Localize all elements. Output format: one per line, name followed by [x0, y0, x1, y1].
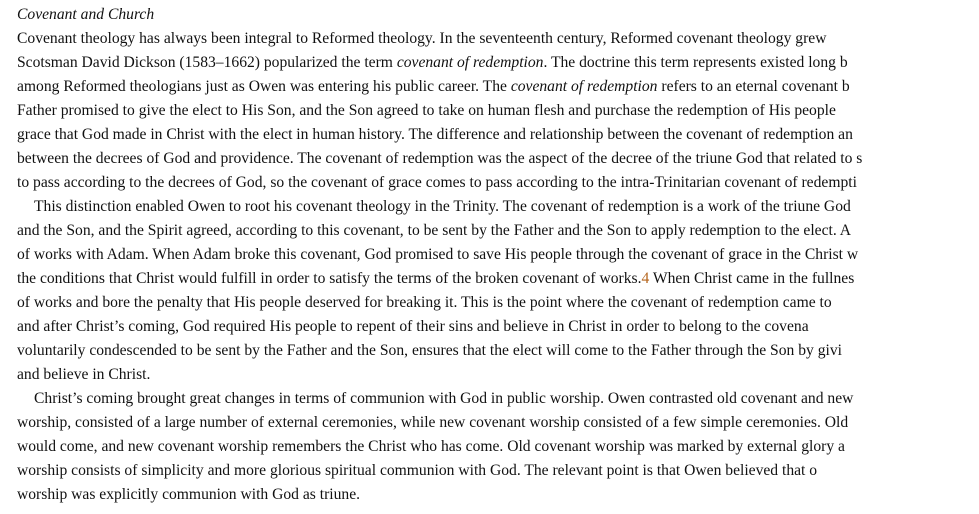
text-span: of works and bore the penalty that His people deserved for breaking it. This is the point where the covenant of redemption came to — [17, 294, 832, 311]
text-span: When Christ came in the fullnes — [649, 270, 855, 287]
text-line — [34, 195, 851, 219]
text-span: Covenant theology has always been integral to Reformed theology. In the seventeenth century, Reformed covenant theology grew — [17, 30, 827, 47]
section-heading: Covenant and Church — [17, 6, 155, 23]
text-line — [17, 99, 836, 123]
text-span: between the decrees of God and providence. The covenant of redemption was the aspect of the decree of the triune God that related to s — [17, 150, 863, 167]
text-line — [34, 387, 853, 411]
text-span: worship consists of simplicity and more glorious spiritual communion with God. The relevant point is that Owen believed that o — [17, 462, 818, 479]
text-line — [17, 315, 809, 339]
text-span: Christ’s coming brought great changes in terms of communion with God in public worship. Owen contrasted old covenant and new — [34, 390, 854, 407]
text-span: worship, consisted of a large number of external ceremonies, while new covenant worship consisted of a few simple ceremonies. Old — [17, 414, 849, 431]
italic-term: covenant of redemption — [396, 54, 544, 71]
text-line — [17, 243, 858, 267]
text-span: would come, and new covenant worship remembers the Christ who has come. Old covenant worship was marked by external glory a — [17, 438, 845, 455]
text-span: and believe in Christ. — [17, 366, 151, 383]
text-span: This distinction enabled Owen to root his covenant theology in the Trinity. The covenant of redemption is a work of the triune God — [34, 198, 851, 215]
text-line — [17, 219, 851, 243]
text-line — [17, 147, 862, 171]
text-line — [17, 75, 850, 99]
text-line — [17, 363, 150, 387]
text-span: . The doctrine this term represents existed long b — [543, 54, 848, 71]
text-line — [17, 51, 848, 75]
text-line — [17, 27, 826, 51]
text-line — [17, 291, 832, 315]
text-span: worship was explicitly communion with God as triune. — [17, 486, 361, 503]
text-span: among Reformed theologians just as Owen was entering his public career. The — [17, 78, 511, 95]
text-line — [17, 267, 854, 291]
footnote-link[interactable]: 4 — [641, 270, 650, 287]
text-span: grace that God made in Christ with the elect in human history. The difference and relationship between the covenant of redemption an — [17, 126, 853, 143]
text-span: of works with Adam. When Adam broke this covenant, God promised to save His people through the covenant of grace in the Christ w — [17, 246, 859, 263]
text-line — [17, 483, 360, 507]
text-span: Father promised to give the elect to His Son, and the Son agreed to take on human flesh and purchase the redemption of His people — [17, 102, 836, 119]
text-line — [17, 171, 857, 195]
text-line — [17, 459, 817, 483]
text-line — [17, 411, 848, 435]
text-span: and the Son, and the Spirit agreed, according to this covenant, to be sent by the Father and the Son to apply redemption to the elect. A — [17, 222, 852, 239]
text-line — [17, 339, 842, 363]
text-span: the conditions that Christ would fulfill in order to satisfy the terms of the broken covenant of works. — [17, 270, 642, 287]
text-span: and after Christ’s coming, God required His people to repent of their sins and believe in Christ in order to belong to the covena — [17, 318, 809, 335]
text-span: voluntarily condescended to be sent by the Father and the Son, ensures that the elect will come to the Father through the Son by givi — [17, 342, 842, 359]
text-line — [17, 435, 845, 459]
text-span: to pass according to the decrees of God, so the covenant of grace comes to pass according to the intra-Trinitarian covenant of redempti — [17, 174, 857, 191]
text-line — [17, 123, 853, 147]
text-span: refers to an eternal covenant b — [657, 78, 850, 95]
text-span: Scotsman David Dickson (1583–1662) popularized the term — [17, 54, 397, 71]
italic-term: covenant of redemption — [510, 78, 658, 95]
